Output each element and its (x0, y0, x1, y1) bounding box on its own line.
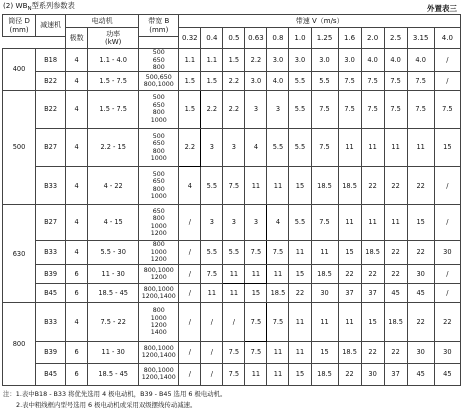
power-value-cell: 3.0 (267, 49, 289, 72)
table-row (3, 128, 461, 166)
header-speed-value: 2.0 (361, 28, 384, 49)
belt-width-cell (139, 167, 179, 205)
belt-width-cell (139, 128, 179, 166)
power-value-cell: 5.5 (289, 90, 311, 128)
power-value-cell: 15 (407, 205, 434, 240)
power-value-cell: 11 (384, 205, 407, 240)
power-value-cell: 3 (223, 205, 245, 240)
power-value-cell: / (434, 49, 460, 72)
power-value-cell: 11 (361, 205, 384, 240)
header-speed-value: 0.63 (245, 28, 267, 49)
power-value-cell: / (223, 303, 245, 341)
power-value-cell: 4 (245, 128, 267, 166)
power-value-cell: 7.5 (361, 72, 384, 90)
power-value-cell: 22 (338, 363, 361, 385)
power-value-cell: 22 (407, 303, 434, 341)
power-value-cell: 22 (384, 264, 407, 283)
power-value-cell: / (201, 363, 223, 385)
power-value-cell: / (179, 303, 201, 341)
power-value-cell: 15 (434, 128, 460, 166)
power-value-cell: 11 (407, 128, 434, 166)
header-speed-value: 1.6 (338, 28, 361, 49)
power-value-cell: 22 (407, 167, 434, 205)
poles-cell: 4 (66, 167, 88, 205)
power-value-cell: 5.5 (311, 72, 338, 90)
power-value-cell: 11 (338, 205, 361, 240)
belt-width-value: 800 (152, 109, 165, 117)
reducer-cell: B33 (36, 240, 66, 264)
reducer-cell: B45 (36, 363, 66, 385)
power-value-cell: 45 (434, 363, 460, 385)
power-value-cell: 11 (267, 167, 289, 205)
drum-diameter-cell: 800 (3, 303, 36, 386)
header-power: 功率 (kW) (88, 28, 139, 49)
reducer-cell: B27 (36, 128, 66, 166)
table-row (3, 341, 461, 363)
power-cell: 7.5 - 22 (88, 303, 139, 341)
belt-width-value: 650 (152, 140, 165, 148)
power-value-cell: 11 (289, 341, 311, 363)
belt-width-value: 650 (152, 178, 165, 186)
belt-width-value: 1000 (150, 116, 167, 124)
power-value-cell: 4.0 (267, 72, 289, 90)
power-value-cell: 18.5 (338, 341, 361, 363)
belt-width-value: 1200 (150, 321, 167, 329)
drum-diameter-cell: 630 (3, 205, 36, 303)
power-value-cell: 15 (289, 167, 311, 205)
belt-width-value: 800,1000 (143, 285, 174, 293)
power-value-cell: 11 (361, 128, 384, 166)
power-value-cell: 11 (338, 128, 361, 166)
power-value-cell: 2.2 (223, 72, 245, 90)
belt-width-cell (139, 90, 179, 128)
belt-width-value: 800 (152, 63, 165, 71)
power-value-cell: / (434, 284, 460, 303)
table-row (3, 49, 461, 72)
power-value-cell: / (179, 240, 201, 264)
power-value-cell: 5.5 (223, 240, 245, 264)
belt-width-cell (139, 341, 179, 363)
belt-width-value: 650 (152, 101, 165, 109)
table-notes (3, 389, 461, 411)
note-1: 注：1.表中B18 - B33 将优先选用 4 极电动机，B39 - B45 选用 6 极电动机。 (3, 390, 227, 398)
power-value-cell: 7.5 (434, 90, 460, 128)
power-value-cell: 7.5 (267, 303, 289, 341)
poles-cell: 6 (66, 264, 88, 283)
power-value-cell: 18.5 (384, 303, 407, 341)
power-value-cell: 7.5 (201, 264, 223, 283)
power-value-cell: 15 (289, 264, 311, 283)
power-value-cell: 30 (434, 240, 460, 264)
power-value-cell: 30 (407, 264, 434, 283)
power-value-cell: / (434, 264, 460, 283)
power-cell: 18.5 - 45 (88, 284, 139, 303)
belt-width-value: 500 (152, 94, 165, 102)
power-value-cell: 1.5 (223, 49, 245, 72)
power-cell: 1.5 - 7.5 (88, 72, 139, 90)
header-speed-value: 0.4 (201, 28, 223, 49)
header-speed-value: 1.0 (289, 28, 311, 49)
drum-diameter-cell: 400 (3, 49, 36, 91)
power-value-cell: 3 (223, 128, 245, 166)
power-value-cell: 7.5 (245, 303, 267, 341)
poles-cell: 6 (66, 341, 88, 363)
table-row (3, 284, 461, 303)
belt-width-value: 500,650 (145, 73, 172, 81)
power-value-cell: / (201, 303, 223, 341)
belt-width-cell (139, 240, 179, 264)
power-value-cell: 15 (361, 303, 384, 341)
header-speed-value: 3.15 (407, 28, 434, 49)
power-value-cell: 15 (338, 240, 361, 264)
poles-cell: 6 (66, 363, 88, 385)
power-value-cell: / (179, 363, 201, 385)
power-value-cell: 3.0 (289, 49, 311, 72)
poles-cell: 4 (66, 205, 88, 240)
belt-width-value: 500 (152, 49, 165, 57)
header-motor: 电动机 (66, 15, 139, 28)
power-value-cell: 11 (289, 240, 311, 264)
power-value-cell: 18.5 (311, 363, 338, 385)
power-cell: 18.5 - 45 (88, 363, 139, 385)
header-speed-value: 0.32 (179, 28, 201, 49)
poles-cell: 4 (66, 49, 88, 72)
corner-label: 外置表三 (427, 4, 457, 13)
power-value-cell: / (179, 341, 201, 363)
power-cell: 4 - 22 (88, 167, 139, 205)
power-value-cell: 7.5 (311, 205, 338, 240)
power-value-cell: 11 (311, 240, 338, 264)
belt-width-value: 1200 (150, 230, 167, 238)
power-cell: 11 - 30 (88, 264, 139, 283)
header-poles: 极数 (66, 28, 88, 49)
power-value-cell: 2.2 (223, 90, 245, 128)
belt-width-value: 500 (152, 171, 165, 179)
table-row (3, 205, 461, 240)
belt-width-value: 800,1000 (143, 366, 174, 374)
power-value-cell: 3.0 (311, 49, 338, 72)
belt-width-cell (139, 264, 179, 283)
reducer-cell: B33 (36, 303, 66, 341)
belt-width-value: 1200,1400 (141, 374, 176, 382)
power-value-cell: / (201, 341, 223, 363)
power-value-cell: / (434, 167, 460, 205)
reducer-cell: B22 (36, 72, 66, 90)
belt-width-value: 800 (152, 241, 165, 249)
belt-width-value: 1200,1400 (141, 352, 176, 360)
header-belt-speed: 带速 V（m/s） (179, 15, 461, 28)
header-drum-diameter: 筒径 D (mm) (3, 15, 36, 37)
table-row (3, 303, 461, 341)
power-value-cell: 1.5 (179, 72, 201, 90)
power-value-cell: 22 (384, 341, 407, 363)
belt-width-value: 1000 (150, 248, 167, 256)
power-value-cell: 4 (267, 205, 289, 240)
power-value-cell: 5.5 (289, 128, 311, 166)
power-value-cell: 2.2 (179, 128, 201, 166)
header-reducer: 减速机 (36, 15, 66, 37)
power-value-cell: 3 (245, 205, 267, 240)
power-value-cell: / (179, 264, 201, 283)
belt-width-value: 650 (152, 56, 165, 64)
power-value-cell: 7.5 (245, 341, 267, 363)
belt-width-value: 1000 (150, 314, 167, 322)
power-value-cell: 22 (338, 264, 361, 283)
power-value-cell: 11 (245, 167, 267, 205)
reducer-cell: B33 (36, 167, 66, 205)
table-row (3, 240, 461, 264)
poles-cell: 4 (66, 72, 88, 90)
power-value-cell: 4.0 (384, 49, 407, 72)
parameter-table (2, 14, 461, 386)
power-value-cell: 15 (289, 363, 311, 385)
power-value-cell: 5.5 (289, 72, 311, 90)
power-value-cell: 7.5 (223, 167, 245, 205)
power-value-cell: 1.5 (179, 90, 201, 128)
power-value-cell: 11 (338, 303, 361, 341)
belt-width-cell (139, 284, 179, 303)
power-value-cell: 7.5 (407, 90, 434, 128)
power-value-cell: 3 (201, 128, 223, 166)
belt-width-value: 1200 (150, 256, 167, 264)
belt-width-cell (139, 303, 179, 341)
belt-width-value: 1000 (150, 154, 167, 162)
belt-width-value: 800 (152, 147, 165, 155)
power-value-cell: 11 (245, 363, 267, 385)
header-speed-value: 4.0 (434, 28, 460, 49)
belt-width-cell (139, 49, 179, 72)
power-value-cell: 22 (361, 167, 384, 205)
reducer-cell: B22 (36, 90, 66, 128)
belt-width-value: 650 (152, 207, 165, 215)
belt-width-value: 500 (152, 132, 165, 140)
reducer-cell: B39 (36, 264, 66, 283)
header-speed-value: 0.5 (223, 28, 245, 49)
power-value-cell: 7.5 (407, 72, 434, 90)
power-value-cell: 3.0 (245, 72, 267, 90)
power-value-cell: 7.5 (223, 341, 245, 363)
power-value-cell: 7.5 (338, 90, 361, 128)
reducer-cell: B45 (36, 284, 66, 303)
power-cell: 11 - 30 (88, 341, 139, 363)
belt-width-value: 800 (152, 215, 165, 223)
power-value-cell: 4.0 (361, 49, 384, 72)
poles-cell: 4 (66, 128, 88, 166)
reducer-cell: B27 (36, 205, 66, 240)
belt-width-value: 800 (152, 185, 165, 193)
power-value-cell: 18.5 (311, 264, 338, 283)
reducer-cell: B39 (36, 341, 66, 363)
power-value-cell: 7.5 (338, 72, 361, 90)
power-cell: 2.2 - 15 (88, 128, 139, 166)
belt-width-cell (139, 363, 179, 385)
header-speed-value: 2.5 (384, 28, 407, 49)
power-value-cell: 45 (407, 363, 434, 385)
header-speed-value: 1.25 (311, 28, 338, 49)
power-value-cell: / (434, 205, 460, 240)
power-value-cell: 22 (384, 240, 407, 264)
power-value-cell: / (434, 72, 460, 90)
table-row (3, 72, 461, 90)
power-value-cell: 1.1 (179, 49, 201, 72)
power-value-cell: 11 (267, 363, 289, 385)
power-value-cell: 15 (311, 341, 338, 363)
power-value-cell: 18.5 (361, 240, 384, 264)
power-cell: 1.1 - 4.0 (88, 49, 139, 72)
power-value-cell: 5.5 (267, 128, 289, 166)
power-value-cell: 7.5 (361, 90, 384, 128)
power-value-cell: 2.2 (245, 49, 267, 72)
table-row (3, 167, 461, 205)
power-cell: 1.5 - 7.5 (88, 90, 139, 128)
power-value-cell: 11 (384, 128, 407, 166)
power-value-cell: 5.5 (201, 240, 223, 264)
power-value-cell: 11 (289, 303, 311, 341)
power-value-cell: 11 (223, 284, 245, 303)
belt-width-value: 1200 (150, 274, 167, 282)
power-value-cell: 30 (407, 341, 434, 363)
power-value-cell: 11 (223, 264, 245, 283)
poles-cell: 4 (66, 90, 88, 128)
power-value-cell: 22 (407, 240, 434, 264)
power-value-cell: 30 (311, 284, 338, 303)
belt-width-value: 1200,1400 (141, 293, 176, 301)
belt-width-value: 800,1000 (143, 266, 174, 274)
poles-cell: 6 (66, 284, 88, 303)
power-value-cell: / (179, 284, 201, 303)
power-value-cell: 22 (289, 284, 311, 303)
power-value-cell: 4 (179, 167, 201, 205)
poles-cell: 4 (66, 303, 88, 341)
power-value-cell: 3.0 (338, 49, 361, 72)
power-value-cell: 11 (311, 303, 338, 341)
header-speed-value: 0.8 (267, 28, 289, 49)
power-value-cell: 1.1 (201, 49, 223, 72)
power-value-cell: 37 (361, 284, 384, 303)
power-value-cell: / (179, 205, 201, 240)
power-value-cell: 11 (201, 284, 223, 303)
power-value-cell: 22 (361, 341, 384, 363)
power-value-cell: 3 (245, 90, 267, 128)
power-value-cell: 45 (384, 284, 407, 303)
power-value-cell: 11 (267, 264, 289, 283)
power-value-cell: 7.5 (384, 72, 407, 90)
belt-width-value: 800,1000 (143, 80, 174, 88)
drum-diameter-cell: 500 (3, 90, 36, 205)
power-value-cell: 1.5 (201, 72, 223, 90)
power-value-cell: 7.5 (223, 363, 245, 385)
poles-cell: 4 (66, 240, 88, 264)
power-value-cell: 3 (201, 205, 223, 240)
power-value-cell: 11 (267, 341, 289, 363)
table-row (3, 363, 461, 385)
belt-width-value: 1000 (150, 193, 167, 201)
power-value-cell: 18.5 (338, 167, 361, 205)
power-value-cell: 7.5 (267, 240, 289, 264)
power-value-cell: 22 (384, 167, 407, 205)
power-value-cell: 45 (407, 284, 434, 303)
power-value-cell: 5.5 (201, 167, 223, 205)
belt-width-cell (139, 72, 179, 90)
power-value-cell: 7.5 (384, 90, 407, 128)
belt-width-cell (139, 205, 179, 240)
table-row (3, 90, 461, 128)
power-value-cell: 7.5 (311, 128, 338, 166)
power-cell: 5.5 - 30 (88, 240, 139, 264)
reducer-cell: B18 (36, 49, 66, 72)
belt-width-value: 1400 (150, 329, 167, 337)
power-value-cell: 2.2 (201, 90, 223, 128)
power-value-cell: 4.0 (407, 49, 434, 72)
power-value-cell: 5.5 (289, 205, 311, 240)
belt-width-value: 1000 (150, 222, 167, 230)
belt-width-value: 800 (152, 307, 165, 315)
belt-width-value: 800,1000 (143, 344, 174, 352)
power-value-cell: 30 (361, 363, 384, 385)
table-row (3, 264, 461, 283)
power-value-cell: 37 (384, 363, 407, 385)
note-2: 2.表中粗线框内型号选用 6 极电动机或采用双级摆线传动减速。 (16, 401, 197, 409)
power-value-cell: 22 (361, 264, 384, 283)
power-value-cell: 18.5 (311, 167, 338, 205)
power-value-cell: 22 (434, 303, 460, 341)
power-value-cell: 7.5 (245, 240, 267, 264)
power-value-cell: 37 (338, 284, 361, 303)
power-cell: 4 - 15 (88, 205, 139, 240)
power-value-cell: 15 (245, 284, 267, 303)
power-value-cell: 7.5 (311, 90, 338, 128)
power-value-cell: 11 (245, 264, 267, 283)
header-belt-width: 带宽 B (mm) (139, 15, 179, 37)
power-value-cell: 30 (434, 341, 460, 363)
power-value-cell: 3 (267, 90, 289, 128)
power-value-cell: 18.5 (267, 284, 289, 303)
page-title: (2) $WB_N$型系列参数表 (3, 1, 75, 12)
